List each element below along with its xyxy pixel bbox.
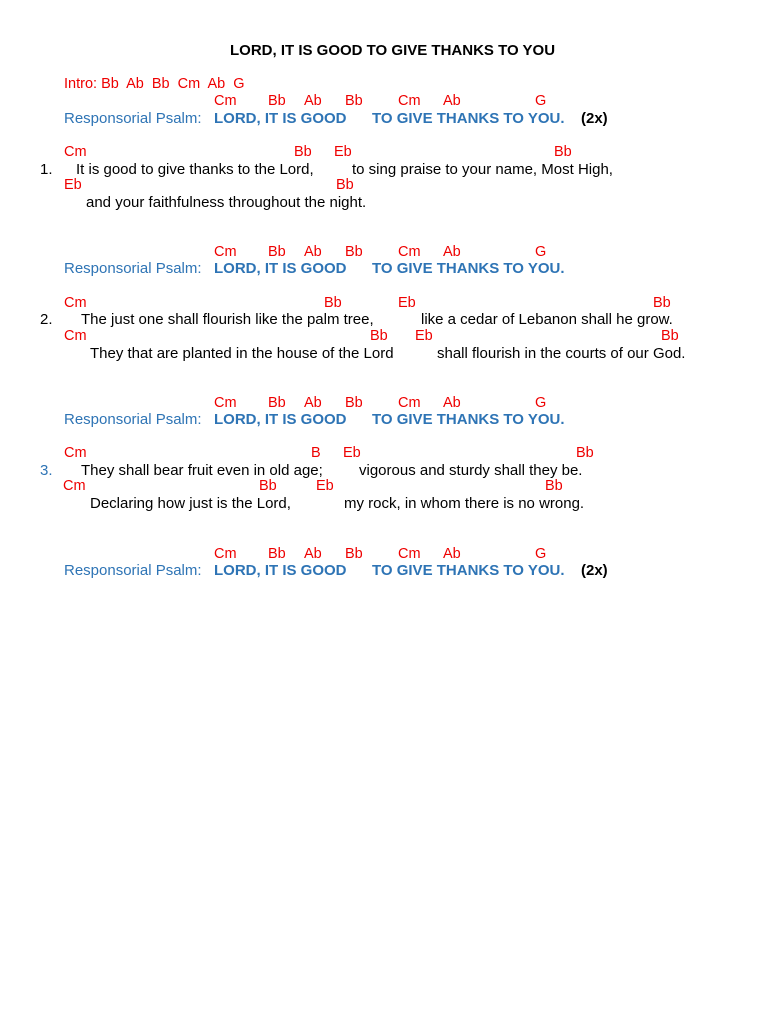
refrain-chord: Bb [268,395,286,411]
verse-chord: Cm [64,328,87,344]
refrain-chord: Bb [345,546,363,562]
refrain-text-part1: LORD, IT IS GOOD [214,110,347,127]
refrain-text-part2: TO GIVE THANKS TO YOU. [372,110,565,127]
refrain-repeat-marker: (2x) [581,110,608,127]
refrain-chord: Ab [443,244,461,260]
verse-chord: Bb [324,295,342,311]
refrain-chord: Ab [304,93,322,109]
refrain-chord: Bb [345,93,363,109]
verse-lyric: my rock, in whom there is no wrong. [344,495,585,512]
verse-chord: Bb [576,445,594,461]
refrain-chord: Ab [443,93,461,109]
verse-chord: Bb [370,328,388,344]
verse-lyric: They that are planted in the house of the Lord [90,345,394,362]
refrain-chord: Cm [214,546,237,562]
refrain-text-part1: LORD, IT IS GOOD [214,562,347,579]
refrain-chord: Ab [443,395,461,411]
refrain-chord: Cm [398,546,421,562]
verse-lyric: They shall bear fruit even in old age; [81,462,323,479]
refrain-chord: Ab [304,395,322,411]
verse-lyric: shall flourish in the courts of our God. [437,345,686,362]
refrain-chord: G [535,395,547,411]
refrain-chord: Cm [214,244,237,260]
refrain-chord: G [535,93,547,109]
refrain-label: Responsorial Psalm: [64,562,202,579]
refrain-chord: Bb [268,93,286,109]
verse-chord: Bb [545,478,563,494]
verse-chord: Cm [64,144,87,160]
refrain-chord: Cm [398,93,421,109]
verse-lyric: It is good to give thanks to the Lord, [76,161,314,178]
refrain-chord: Ab [304,244,322,260]
verse-lyric: to sing praise to your name, Most High, [352,161,613,178]
verse-number: 1. [40,161,53,178]
refrain-chord: Ab [443,546,461,562]
verse-chord: Bb [554,144,572,160]
verse-chord: Cm [63,478,86,494]
verse-chord: B [311,445,321,461]
refrain-chord: Bb [345,244,363,260]
verse-chord: Bb [336,177,354,193]
verse-chord: Eb [334,144,352,160]
verse-lyric: like a cedar of Lebanon shall he grow. [421,311,673,328]
verse-chord: Eb [415,328,433,344]
intro-chords: Intro: Bb Ab Bb Cm Ab G [64,76,245,92]
verse-lyric: Declaring how just is the Lord, [90,495,291,512]
refrain-chord: Cm [214,395,237,411]
refrain-chord: G [535,546,547,562]
verse-number: 2. [40,311,53,328]
refrain-chord: Bb [268,244,286,260]
refrain-label: Responsorial Psalm: [64,411,202,428]
song-title: LORD, IT IS GOOD TO GIVE THANKS TO YOU [230,42,556,59]
refrain-repeat-marker: (2x) [581,562,608,579]
verse-chord: Eb [64,177,82,193]
verse-lyric: and your faithfulness throughout the night. [86,194,367,211]
refrain-text-part2: TO GIVE THANKS TO YOU. [372,411,565,428]
refrain-label: Responsorial Psalm: [64,110,202,127]
verse-chord: Eb [398,295,416,311]
verse-chord: Cm [64,295,87,311]
verse-lyric: vigorous and sturdy shall they be. [359,462,583,479]
verse-chord: Bb [294,144,312,160]
refrain-label: Responsorial Psalm: [64,260,202,277]
refrain-chord: Cm [398,395,421,411]
verse-lyric: The just one shall flourish like the palm tree, [81,311,374,328]
refrain-chord: Cm [398,244,421,260]
verse-chord: Eb [316,478,334,494]
refrain-chord: Ab [304,546,322,562]
refrain-text-part1: LORD, IT IS GOOD [214,411,347,428]
verse-chord: Eb [343,445,361,461]
refrain-chord: G [535,244,547,260]
verse-chord: Bb [661,328,679,344]
verse-chord: Cm [64,445,87,461]
verse-chord: Bb [653,295,671,311]
refrain-text-part2: TO GIVE THANKS TO YOU. [372,260,565,277]
verse-number: 3. [40,462,53,479]
refrain-chord: Bb [268,546,286,562]
refrain-chord: Cm [214,93,237,109]
refrain-text-part2: TO GIVE THANKS TO YOU. [372,562,565,579]
refrain-text-part1: LORD, IT IS GOOD [214,260,347,277]
refrain-chord: Bb [345,395,363,411]
verse-chord: Bb [259,478,277,494]
